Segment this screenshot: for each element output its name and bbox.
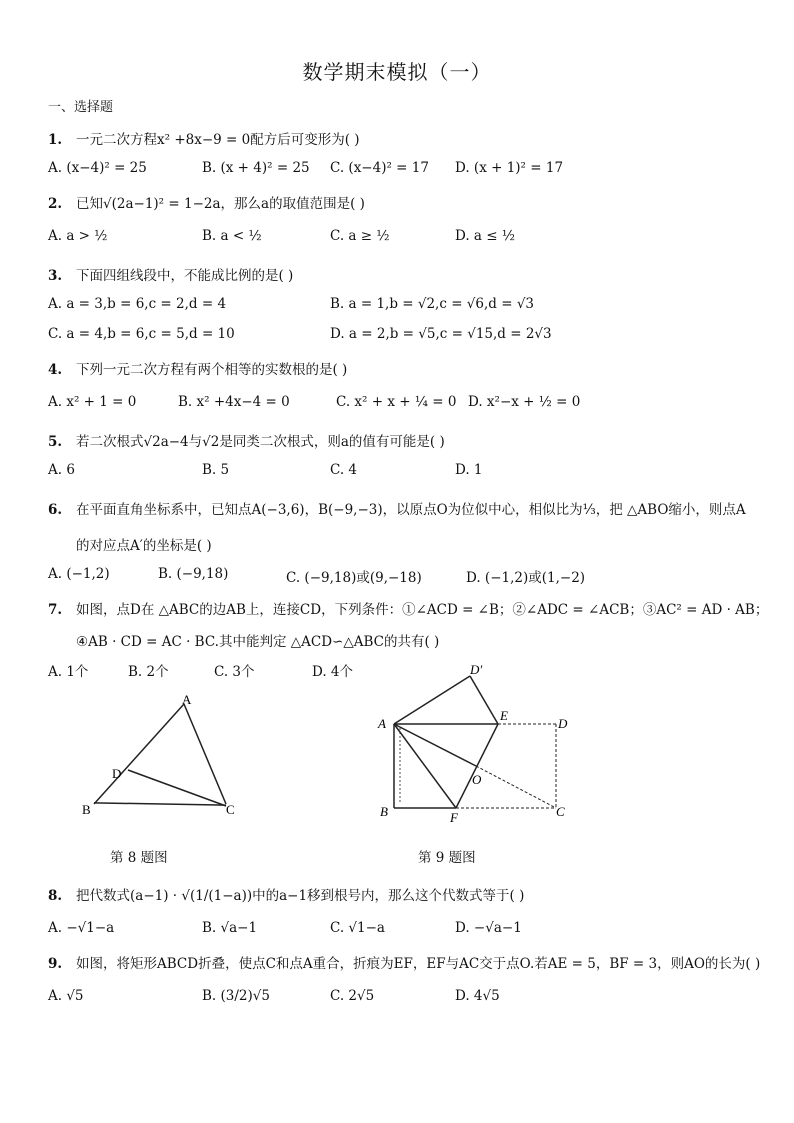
option-d: D. −√a−1 (455, 920, 522, 936)
option-b: B. (3/2)√5 (202, 988, 270, 1004)
option-c: C. 4 (330, 462, 358, 478)
option-c: C. (−9,18)或(9,−18) (286, 570, 422, 586)
question-stem: 一元二次方程x² +8x−9 = 0配方后可变形为( ) (76, 132, 360, 148)
option-b: B. 5 (202, 462, 230, 478)
question-number: 5. (48, 434, 63, 450)
point-label-c: C (226, 802, 235, 817)
option-c: C. a ≥ ½ (330, 228, 390, 244)
point-label-d: D (558, 716, 568, 731)
page-title: 数学期末模拟（一） (302, 60, 492, 84)
question-stem: 下面四组线段中，不能成比例的是( ) (76, 268, 294, 284)
question-9 (48, 952, 760, 972)
option-c: C. 3个 (214, 664, 255, 680)
point-label-d: D (112, 766, 122, 781)
question-number: 6. (48, 502, 63, 518)
option-a: A. 1个 (48, 664, 89, 680)
question-stem: 如图，将矩形ABCD折叠，使点C和点A重合，折痕为EF，EF与AC交于点O.若AE = 5，BF = 3，则AO的长为( ) (76, 956, 761, 972)
question-number: 3. (48, 268, 63, 284)
question-6 (48, 498, 746, 518)
option-a: A. (−1,2) (48, 566, 110, 582)
question-2 (48, 192, 365, 212)
question-stem: 在平面直角坐标系中，已知点A(−3,6)，B(−9,−3)，以原点O为位似中心，相似比为⅓，把 △ABO缩小，则点A (76, 502, 746, 518)
option-b: B. (−9,18) (158, 566, 229, 582)
option-b: B. (x + 4)² = 25 (202, 160, 310, 176)
point-label-c: C (556, 804, 565, 819)
question-number: 9. (48, 956, 63, 972)
option-b: B. a = 1,b = √2,c = √6,d = √3 (330, 296, 535, 312)
question-3 (48, 264, 293, 284)
option-b: B. 2个 (128, 664, 169, 680)
point-label-f: F (450, 810, 458, 825)
point-label-b: B (380, 804, 388, 819)
option-d: D. (x + 1)² = 17 (455, 160, 564, 176)
section-heading: 一、选择题 (48, 100, 114, 115)
option-d: D. a ≤ ½ (455, 228, 515, 244)
question-stem: 如图，点D在 △ABC的边AB上，连接CD，下列条件：①∠ACD = ∠B；②∠ADC = ∠ACB；③AC² = AD · AB； (76, 602, 769, 618)
question-number: 1. (48, 132, 63, 148)
question-number: 2. (48, 196, 63, 212)
question-stem: 若二次根式√2a−4与√2是同类二次根式，则a的值有可能是( ) (76, 434, 445, 450)
option-b: B. a < ½ (202, 228, 262, 244)
option-a: A. √5 (48, 988, 84, 1004)
figure-triangle (70, 690, 260, 830)
option-d: D. x²−x + ½ = 0 (468, 394, 581, 410)
question-stem: 下列一元二次方程有两个相等的实数根的是( ) (76, 362, 348, 378)
question-number: 7. (48, 602, 63, 618)
option-a: A. a > ½ (48, 228, 108, 244)
option-c: C. x² + x + ¼ = 0 (336, 394, 457, 410)
figure-rectangle-fold (370, 662, 580, 832)
option-d: D. 1 (455, 462, 483, 478)
point-label-b: B (82, 802, 91, 817)
point-label-o: O (472, 772, 482, 787)
question-8 (48, 884, 524, 904)
option-d: D. (−1,2)或(1,−2) (466, 570, 586, 586)
question-stem: 已知√(2a−1)² = 1−2a，那么a的取值范围是( ) (76, 196, 365, 212)
question-1 (48, 128, 360, 148)
question-stem-continued: 的对应点A′的坐标是( ) (76, 538, 212, 554)
question-number: 4. (48, 362, 63, 378)
option-b: B. x² +4x−4 = 0 (178, 394, 290, 410)
option-c: C. √1−a (330, 920, 385, 936)
question-7 (48, 598, 768, 618)
point-label-a: A (378, 716, 386, 731)
point-label-d-prime: D′ (470, 662, 483, 677)
option-d: D. a = 2,b = √5,c = √15,d = 2√3 (330, 326, 552, 342)
question-5 (48, 430, 445, 450)
figure-caption: 第 9 题图 (418, 850, 476, 866)
option-c: C. 2√5 (330, 988, 375, 1004)
option-c: C. (x−4)² = 17 (330, 160, 429, 176)
option-b: B. √a−1 (202, 920, 258, 936)
option-a: A. 6 (48, 462, 75, 478)
option-d: D. 4个 (312, 664, 354, 680)
option-a: A. a = 3,b = 6,c = 2,d = 4 (48, 296, 227, 312)
figure-caption: 第 8 题图 (110, 850, 168, 866)
point-label-e: E (500, 708, 508, 723)
question-stem-continued: ④AB · CD = AC · BC.其中能判定 △ACD∽△ABC的共有( ) (76, 634, 440, 650)
question-number: 8. (48, 888, 63, 904)
option-d: D. 4√5 (455, 988, 500, 1004)
point-label-a: A (182, 692, 192, 707)
option-a: A. −√1−a (48, 920, 115, 936)
option-a: A. (x−4)² = 25 (48, 160, 147, 176)
option-a: A. x² + 1 = 0 (48, 394, 137, 410)
option-c: C. a = 4,b = 6,c = 5,d = 10 (48, 326, 235, 342)
question-stem: 把代数式(a−1) · √(1/(1−a))中的a−1移到根号内，那么这个代数式等于( ) (76, 888, 525, 904)
question-4 (48, 358, 347, 378)
